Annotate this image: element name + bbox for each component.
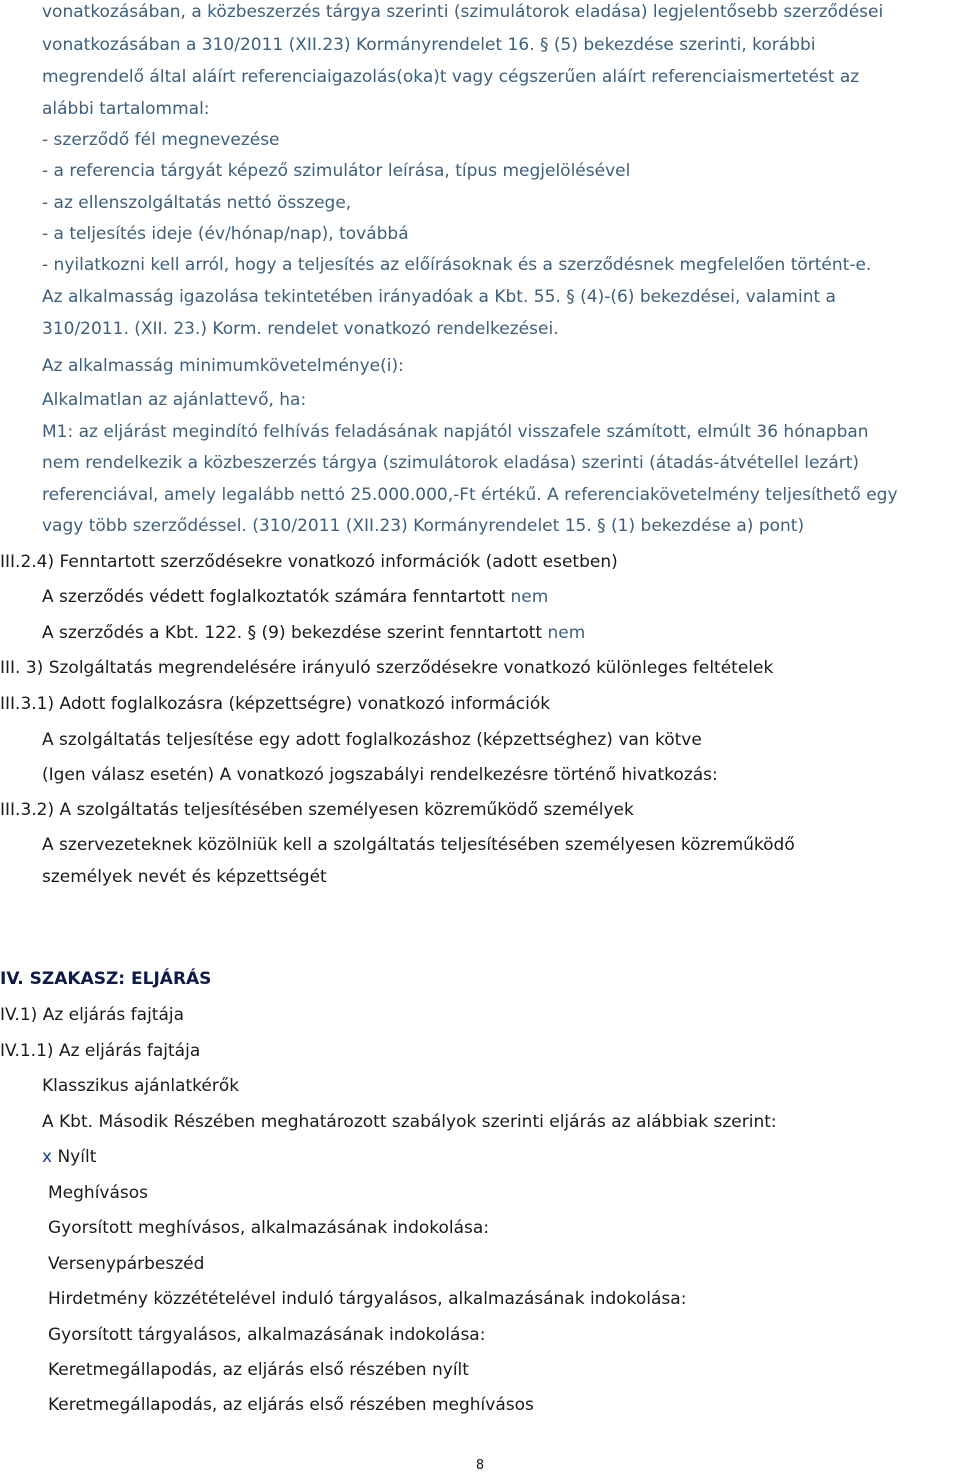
section-title: Az eljárás fajtája (42, 1005, 185, 1025)
text-line: Klasszikus ajánlatkérők (42, 1076, 240, 1096)
procedure-option-open (42, 1146, 96, 1168)
section-heading-III-2-4 (0, 551, 618, 573)
section-title: Szolgáltatás megrendelésére irányuló szerződésekre vonatkozó különleges feltételek (48, 658, 774, 678)
section-number: IV.1.1) (0, 1041, 54, 1061)
section-number: III. 3) (0, 658, 44, 678)
section-title: Fenntartott szerződésekre vonatkozó információk (adott esetben) (59, 552, 618, 572)
text-line: Az alkalmasság igazolása tekintetében irányadóak a Kbt. 55. § (4)-(6) bekezdései, valamint a (42, 287, 836, 307)
reserved-protected-value: nem (510, 587, 549, 607)
text-line: vonatkozásában a 310/2011 (XII.23) Kormányrendelet 16. § (5) bekezdése szerinti, korábbi (42, 35, 816, 55)
text-line: vonatkozásában, a közbeszerzés tárgya szerinti (szimulátorok eladása) legjelentősebb szerződései (42, 2, 884, 22)
section-number: III.3.2) (0, 800, 55, 820)
min-requirement-label: Az alkalmasság minimumkövetelménye(i): (42, 356, 404, 376)
text-line: alábbi tartalommal: (42, 99, 210, 119)
section-number: III.2.4) (0, 552, 55, 572)
selected-mark: x (42, 1147, 53, 1167)
procedure-option: Meghívásos (48, 1183, 149, 1203)
section-title: Az eljárás fajtája (58, 1041, 201, 1061)
reserved-kbt-value: nem (547, 623, 586, 643)
unsuitable-label: Alkalmatlan az ajánlattevő, ha: (42, 390, 307, 410)
procedure-option-label: Nyílt (57, 1147, 97, 1167)
text-line: személyek nevét és képzettségét (42, 867, 327, 887)
procedure-option: Keretmegállapodás, az eljárás első részében meghívásos (48, 1395, 534, 1415)
m1-line: nem rendelkezik a közbeszerzés tárgya (szimulátorok eladása) szerinti (átadás-átvétellel lezárt) (42, 453, 860, 473)
page-number: 8 (475, 1458, 485, 1473)
list-item: - a teljesítés ideje (év/hónap/nap), továbbá (42, 224, 409, 244)
text-line: A szervezeteknek közölniük kell a szolgáltatás teljesítésében személyesen közreműködő (42, 835, 795, 855)
procedure-option: Hirdetmény közzétételével induló tárgyalásos, alkalmazásának indokolása: (48, 1289, 687, 1309)
list-item: - az ellenszolgáltatás nettó összege, (42, 193, 352, 213)
text-line: megrendelő által aláírt referenciaigazolás(oka)t vagy cégszerűen aláírt referenciaismertetést az (42, 67, 860, 87)
procedure-option: Gyorsított meghívásos, alkalmazásának indokolása: (48, 1218, 490, 1238)
section-heading-III-3 (0, 657, 773, 679)
section-heading-IV-1 (0, 1004, 184, 1026)
text-line: A Kbt. Második Részében meghatározott szabályok szerinti eljárás az alábbiak szerint: (42, 1112, 777, 1132)
section-number: IV.1) (0, 1005, 38, 1025)
text-line: 310/2011. (XII. 23.) Korm. rendelet vonatkozó rendelkezései. (42, 319, 559, 339)
section-number: III.3.1) (0, 694, 55, 714)
section-heading-IV-1-1 (0, 1040, 200, 1062)
section-title: Adott foglalkozásra (képzettségre) vonatkozó információk (59, 694, 551, 714)
m1-line: M1: az eljárást megindító felhívás feladásának napjától visszafele számított, elmúlt 36 hónapban (42, 422, 869, 442)
procedure-option: Gyorsított tárgyalásos, alkalmazásának indokolása: (48, 1325, 486, 1345)
m1-line: vagy több szerződéssel. (310/2011 (XII.23) Kormányrendelet 15. § (1) bekezdése a) pont) (42, 516, 805, 536)
section-heading-IV: IV. SZAKASZ: ELJÁRÁS (0, 969, 212, 989)
section-heading-III-3-2 (0, 799, 634, 821)
section-title: A szolgáltatás teljesítésében személyesen közreműködő személyek (59, 800, 634, 820)
list-item: - szerződő fél megnevezése (42, 130, 280, 150)
reserved-kbt-row (42, 622, 585, 644)
text-line: (Igen válasz esetén) A vonatkozó jogszabályi rendelkezésre történő hivatkozás: (42, 765, 718, 785)
procedure-option: Versenypárbeszéd (48, 1254, 205, 1274)
section-heading-III-3-1 (0, 693, 550, 715)
reserved-protected-label: A szerződés védett foglalkoztatók számára fenntartott (42, 587, 506, 607)
list-item: - nyilatkozni kell arról, hogy a teljesítés az előírásoknak és a szerződésnek megfelelően történt-e. (42, 255, 872, 275)
text-line: A szolgáltatás teljesítése egy adott foglalkozáshoz (képzettséghez) van kötve (42, 730, 702, 750)
reserved-protected-row (42, 586, 548, 608)
reserved-kbt-label: A szerződés a Kbt. 122. § (9) bekezdése szerint fenntartott (42, 623, 543, 643)
m1-line: referenciával, amely legalább nettó 25.000.000,-Ft értékű. A referenciakövetelmény teljesíthető egy (42, 485, 898, 505)
procedure-option: Keretmegállapodás, az eljárás első részében nyílt (48, 1360, 469, 1380)
list-item: - a referencia tárgyát képező szimulátor leírása, típus megjelölésével (42, 161, 631, 181)
